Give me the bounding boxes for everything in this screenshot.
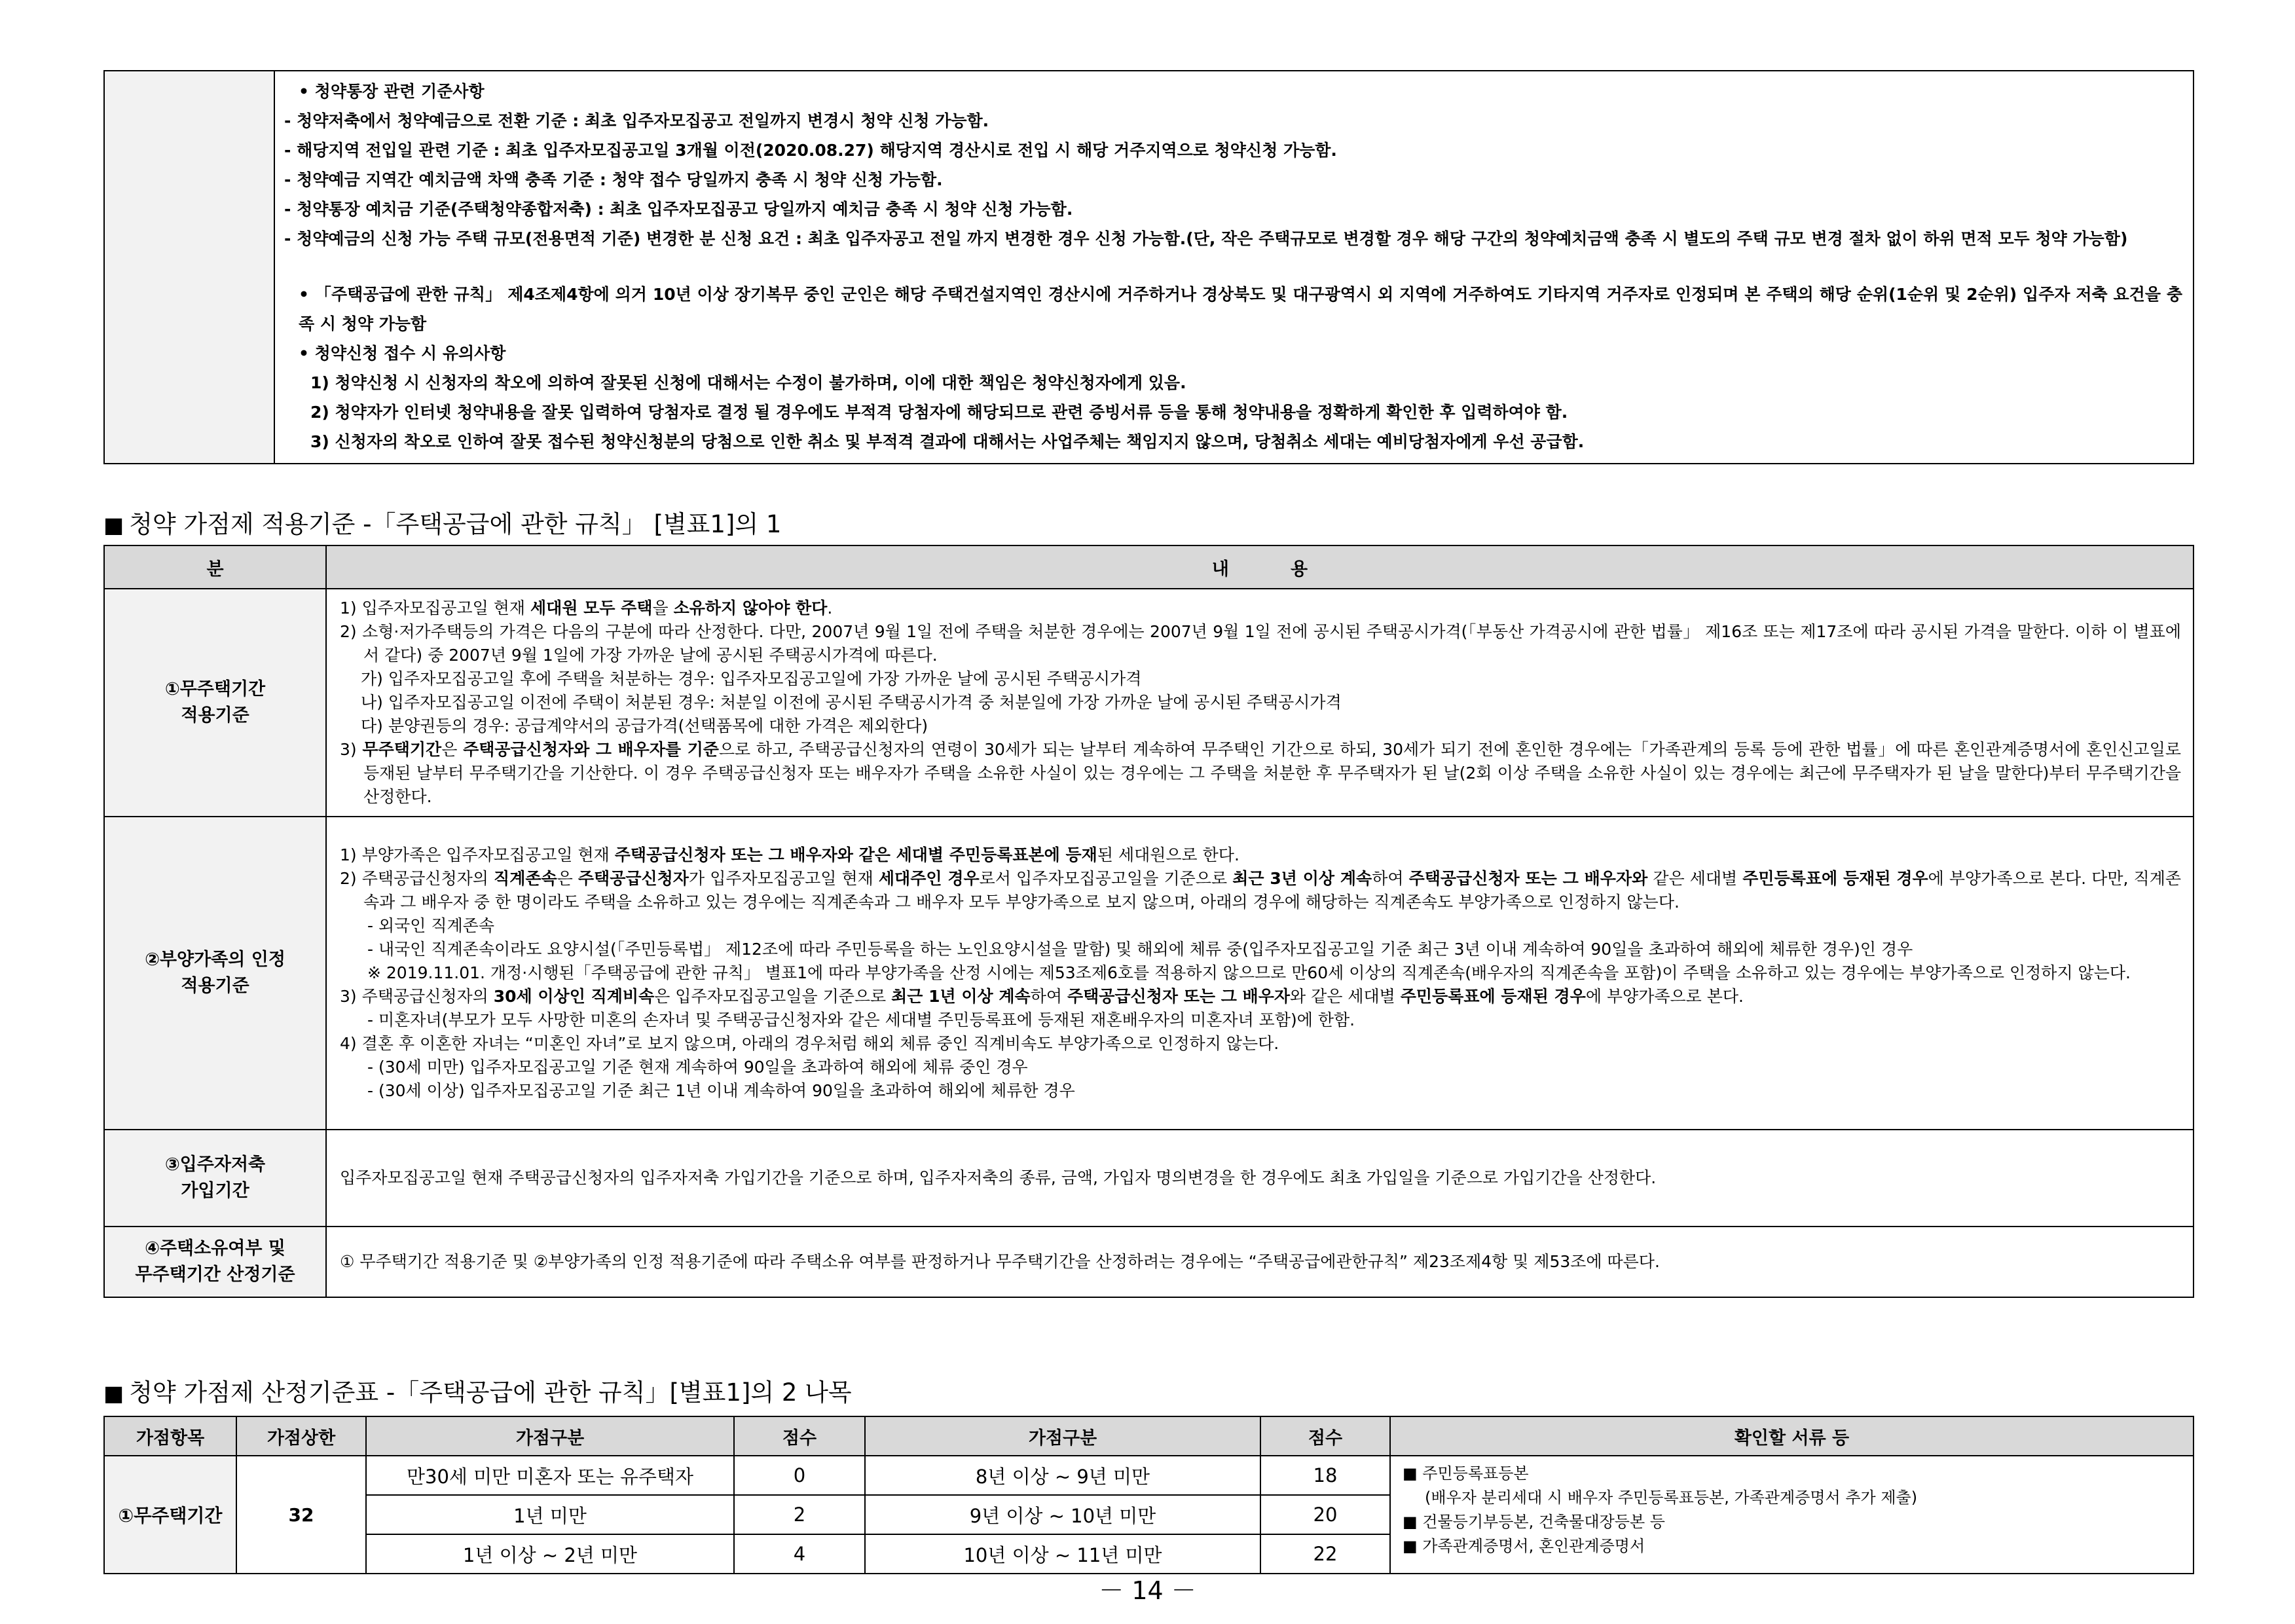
score-value-cell: 18 (1260, 1456, 1390, 1495)
score-category-cell: 1년 이상 ~ 2년 미만 (366, 1534, 734, 1574)
score-category-cell: 9년 이상 ~ 10년 미만 (865, 1495, 1260, 1534)
header-docs: 확인할 서류 등 (1390, 1416, 2194, 1456)
notice-table-content (274, 71, 2194, 464)
document-line: (배우자 분리세대 시 배우자 주민등록표등본, 가족관계증명서 추가 제출) (1425, 1488, 1918, 1507)
scoring-criteria-table (103, 545, 2194, 1298)
content-line: 1) 부양가족은 입주자모집공고일 현재 주택공급신청자 또는 그 배우자와 같은 세대별 주민등록표본에 등재된 세대원으로 한다. (340, 845, 1239, 864)
header-content: 내 용 (326, 545, 2194, 589)
content-line: 다) 분양권등의 경우: 공급계약서의 공급가격(선택품목에 대한 가격은 제외한다) (361, 716, 928, 735)
content-savings-period (326, 1130, 2194, 1227)
notice-line: 2) 청약자가 인터넷 청약내용을 잘못 입력하여 당첨자로 결정 될 경우에도 부적격 당첨자에 해당되므로 관련 증빙서류 등을 통해 청약내용을 정확하게 확인한 후 입력하여야 함. (310, 403, 1568, 422)
header-score-a: 점수 (734, 1416, 865, 1456)
section-title-scoring-criteria (103, 504, 781, 540)
content-line: 3) 주택공급신청자의 30세 이상인 직계비속은 입주자모집공고일을 기준으로 최근 1년 이상 계속하여 주택공급신청자 또는 그 배우자와 같은 세대별 주민등록표에 등재된 경우에 부양가족으로 본다. (340, 987, 1744, 1006)
notice-table-blank-cell (104, 71, 274, 464)
content-house-ownership (326, 1227, 2194, 1297)
document-line: ■ 가족관계증명서, 혼인관계증명서 (1403, 1537, 1645, 1555)
score-value-cell: 4 (734, 1534, 865, 1574)
notice-line: • 청약통장 관련 기준사항 (299, 82, 485, 101)
header-category-b: 가점구분 (865, 1416, 1260, 1456)
content-line: 가) 입주자모집공고일 후에 주택을 처분하는 경우: 입주자모집공고일에 가장 가까운 날에 공시된 주택공시가격 (361, 669, 1142, 688)
content-line: ※ 2019.11.01. 개정·시행된「주택공급에 관한 규칙」 별표1에 따라 부양가족을 산정 시에는 제53조제6호를 적용하지 않으므로 만60세 이상의 직계존속(배우자의 직계존속을 포함)이 주택을 소유하고 있는 경우에는 부양가족으로 인정하지 않는다. (367, 963, 2131, 982)
category-label: 적용기준 (181, 976, 249, 996)
header-score-b: 점수 (1260, 1416, 1390, 1456)
header-item: 가점항목 (104, 1416, 236, 1456)
score-max: 32 (236, 1456, 366, 1574)
content-line: 2) 소형·저가주택등의 가격은 다음의 구분에 따라 산정한다. 다만, 2007년 9월 1일 전에 주택을 처분한 경우에는 2007년 9월 1일 전에 공시된 주택공시가격(「부동산 가격공시에 관한 법률」 제16조 또는 제17조에 따라 공시된 가격을 말한다. 이하 이 별표에서 같다) 중 2007년 9월 1일에 가장 가까운 날에 공시된 주택공시가격에 따른다. (340, 622, 2181, 665)
content-line: 1) 입주자모집공고일 현재 세대원 모두 주택을 소유하지 않아야 한다. (340, 599, 833, 618)
score-category-cell: 10년 이상 ~ 11년 미만 (865, 1534, 1260, 1574)
category-label: ③입주자저축 (164, 1154, 266, 1175)
score-category-cell: 8년 이상 ~ 9년 미만 (865, 1456, 1260, 1495)
score-table (103, 1416, 2194, 1574)
notice-line: 3) 신청자의 착오로 인하여 잘못 접수된 청약신청분의 당첨으로 인한 취소 및 부적격 결과에 대해서는 사업주체는 책임지지 않으며, 당첨취소 세대는 예비당첨자에게 우선 공급함. (310, 432, 1585, 451)
content-line: 2) 주택공급신청자의 직계존속은 주택공급신청자가 입주자모집공고일 현재 세대주인 경우로서 입주자모집공고일을 기준으로 최근 3년 이상 계속하여 주택공급신청자 또는 그 배우자와 같은 세대별 주민등록표에 등재된 경우에 부양가족으로 본다. 다만, 직계존속과 그 배우자 중 한 명이라도 주택을 소유하고 있는 경우에는 직계존속과 그 배우자 모두 부양가족으로 보지 않으며, 아래의 경우에 해당하는 직계존속도 부양가족으로 인정하지 않는다. (340, 869, 2182, 912)
content-line: ① 무주택기간 적용기준 및 ②부양가족의 인정 적용기준에 따라 주택소유 여부를 판정하거나 무주택기간을 산정하려는 경우에는 “주택공급에관한규칙” 제23조제4항 및 제53조에 따른다. (340, 1252, 1660, 1271)
notice-line: - 해당지역 전입일 관련 기준 : 최초 입주자모집공고일 3개월 이전(2020.08.27) 해당지역 경산시로 전입 시 해당 거주지역으로 청약신청 가능함. (284, 141, 1337, 160)
content-line: 3) 무주택기간은 주택공급신청자와 그 배우자를 기준으로 하고, 주택공급신청자의 연령이 30세가 되는 날부터 계속하여 무주택인 기간으로 하되, 30세가 되기 전에 혼인한 경우에는「가족관계의 등록 등에 관한 법률」에 따른 혼인관계증명서에 혼인신고일로 등재된 날부터 무주택기간을 기산한다. 이 경우 주택공급신청자 또는 배우자가 주택을 소유한 사실이 있는 경우에는 그 주택을 처분한 후 무주택자가 된 날(2회 이상 주택을 소유한 사실이 있는 경우에는 최근에 무주택자가 된 날을 말한다)부터 무주택기간을 산정한다. (340, 740, 2181, 806)
score-category-cell: 1년 미만 (366, 1495, 734, 1534)
document-line: ■ 건물등기부등본, 건축물대장등본 등 (1403, 1513, 1665, 1531)
notice-line: - 청약예금 지역간 예치금액 차액 충족 기준 : 청약 접수 당일까지 충족 시 청약 신청 가능함. (284, 170, 943, 189)
notice-line: - 청약통장 예치금 기준(주택청약종합저축) : 최초 입주자모집공고 당일까지 예치금 충족 시 청약 신청 가능함. (284, 200, 1073, 219)
section-title-text: 청약 가점제 산정기준표 -「주택공급에 관한 규칙」[별표1]의 2 나목 (129, 1378, 852, 1407)
content-line: 입주자모집공고일 현재 주택공급신청자의 입주자저축 가입기간을 기준으로 하며, 입주자저축의 종류, 금액, 가입자 명의변경을 한 경우에도 최초 가입일을 기준으로 가입기간을 산정한다. (340, 1168, 1657, 1187)
content-line: - (30세 이상) 입주자모집공고일 기준 최근 1년 이내 계속하여 90일을 초과하여 해외에 체류한 경우 (367, 1081, 1075, 1100)
header-category: 분 (104, 545, 326, 589)
category-label: ①무주택기간 (164, 679, 266, 699)
header-category-a: 가점구분 (366, 1416, 734, 1456)
square-bullet-icon: ■ (103, 1380, 124, 1406)
content-line: - 내국인 직계존속이라도 요양시설(「주민등록법」 제12조에 따라 주민등록을 하는 노인요양시설을 말함) 및 해외에 체류 중(입주자모집공고일 기준 최근 3년 이내 계속하여 90일을 초과하여 해외에 체류한 경우)인 경우 (367, 940, 1913, 959)
score-value-cell: 0 (734, 1456, 865, 1495)
score-item: ①무주택기간 (104, 1456, 236, 1574)
score-value-cell: 22 (1260, 1534, 1390, 1574)
score-category-cell: 만30세 미만 미혼자 또는 유주택자 (366, 1456, 734, 1495)
category-no-house-period (104, 589, 326, 817)
category-dependents (104, 817, 326, 1130)
notice-line: • 청약신청 접수 시 유의사항 (299, 344, 506, 363)
category-label: ④주택소유여부 및 (145, 1238, 285, 1259)
content-line: - 외국인 직계존속 (367, 916, 494, 935)
document-line: ■ 주민등록표등본 (1403, 1464, 1529, 1483)
square-bullet-icon: ■ (103, 512, 124, 538)
content-line: 4) 결혼 후 이혼한 자녀는 “미혼인 자녀”로 보지 않으며, 아래의 경우처럼 해외 체류 중인 직계비속도 부양가족으로 인정하지 않는다. (340, 1034, 1279, 1053)
page-number: － 14 － (1099, 1576, 1196, 1605)
content-line: - (30세 미만) 입주자모집공고일 기준 현재 계속하여 90일을 초과하여 해외에 체류 중인 경우 (367, 1058, 1028, 1077)
section-title-score-table (103, 1373, 852, 1408)
content-no-house-period (326, 589, 2194, 817)
notice-table (103, 70, 2194, 464)
section-title-text: 청약 가점제 적용기준 -「주택공급에 관한 규칙」 [별표1]의 1 (129, 510, 782, 538)
category-savings-period (104, 1130, 326, 1227)
notice-line: 1) 청약신청 시 신청자의 착오에 의하여 잘못된 신청에 대해서는 수정이 불가하며, 이에 대한 책임은 청약신청자에게 있음. (310, 373, 1186, 392)
notice-line: - 청약예금의 신청 가능 주택 규모(전용면적 기준) 변경한 분 신청 요건 : 최초 입주자공고 전일 까지 변경한 경우 신청 가능함.(단, 작은 주택규모로 변경할 경우 해당 구간의 청약예치금액 충족 시 별도의 주택 규모 변경 절차 없이 하위 면적 모두 청약 가능함) (284, 229, 2128, 248)
category-label: 적용기준 (181, 705, 249, 726)
required-documents (1390, 1456, 2194, 1574)
category-label: ②부양가족의 인정 (145, 950, 285, 970)
score-value-cell: 20 (1260, 1495, 1390, 1534)
notice-line: - 청약저축에서 청약예금으로 전환 기준 : 최초 입주자모집공고 전일까지 변경시 청약 신청 가능함. (284, 111, 989, 130)
category-label: 무주택기간 산정기준 (135, 1264, 295, 1285)
category-label: 가입기간 (181, 1181, 249, 1201)
category-house-ownership (104, 1227, 326, 1297)
header-max: 가점상한 (236, 1416, 366, 1456)
notice-line: • 「주택공급에 관한 규칙」 제4조제4항에 의거 10년 이상 장기복무 중인 군인은 해당 주택건설지역인 경산시에 거주하거나 경상북도 및 대구광역시 외 지역에 거주하여도 기타지역 거주자로 인정되며 본 주택의 해당 순위(1순위 및 2순위) 입주자 저축 요건을 충족 시 청약 가능함 (299, 285, 2182, 333)
content-line: - 미혼자녀(부모가 모두 사망한 미혼의 손자녀 및 주택공급신청자와 같은 세대별 주민등록표에 등재된 재혼배우자의 미혼자녀 포함)에 한함. (367, 1010, 1355, 1029)
content-dependents (326, 817, 2194, 1130)
content-line: 나) 입주자모집공고일 이전에 주택이 처분된 경우: 처분일 이전에 공시된 주택공시가격 중 처분일에 가장 가까운 날에 공시된 주택공시가격 (361, 693, 1342, 712)
score-value-cell: 2 (734, 1495, 865, 1534)
